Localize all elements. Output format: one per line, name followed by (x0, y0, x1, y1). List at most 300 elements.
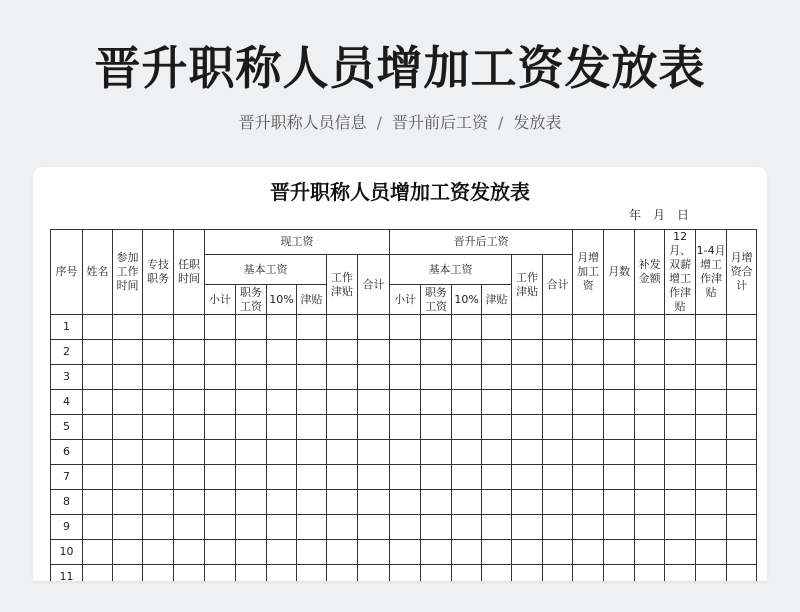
table-cell[interactable] (174, 440, 205, 465)
breadcrumb (0, 112, 800, 134)
row-number: 4 (51, 390, 83, 415)
breadcrumb-item-salary[interactable]: 晋升前后工资 (391, 113, 488, 132)
table-cell[interactable] (205, 340, 236, 365)
table-cell[interactable] (482, 390, 512, 415)
table-cell[interactable] (665, 365, 696, 390)
table-cell[interactable] (297, 540, 327, 565)
table-cell[interactable] (512, 315, 543, 340)
table-cell[interactable] (83, 465, 113, 490)
table-cell[interactable] (143, 490, 174, 515)
table-cell[interactable] (421, 390, 452, 415)
header-current-pay: 现工资 (205, 230, 390, 255)
table-cell[interactable] (327, 440, 358, 465)
date-year: 年 (629, 208, 642, 222)
table-cell[interactable] (573, 415, 604, 440)
table-cell[interactable] (174, 515, 205, 540)
table-row (51, 415, 757, 440)
table-cell[interactable] (327, 540, 358, 565)
table-cell[interactable] (727, 540, 757, 565)
table-cell[interactable] (543, 415, 573, 440)
table-cell[interactable] (482, 315, 512, 340)
table-cell[interactable] (83, 515, 113, 540)
table-cell[interactable] (604, 515, 635, 540)
table-cell[interactable] (543, 340, 573, 365)
header-pct10: 10% (267, 285, 297, 315)
table-cell[interactable] (113, 340, 143, 365)
table-cell[interactable] (727, 490, 757, 515)
table-cell[interactable] (83, 440, 113, 465)
table-cell[interactable] (696, 390, 727, 415)
table-cell[interactable] (390, 415, 421, 440)
table-cell[interactable] (421, 315, 452, 340)
table-cell[interactable] (635, 415, 665, 440)
header-basic-pay: 基本工资 (390, 255, 512, 285)
table-cell[interactable] (390, 340, 421, 365)
table-cell[interactable] (665, 440, 696, 465)
table-cell[interactable] (297, 390, 327, 415)
table-cell[interactable] (83, 490, 113, 515)
header-basic-pay: 基本工资 (205, 255, 327, 285)
table-cell[interactable] (421, 565, 452, 582)
header-subtotal: 小计 (390, 285, 421, 315)
table-cell[interactable] (390, 540, 421, 565)
table-cell[interactable] (113, 390, 143, 415)
table-cell[interactable] (83, 540, 113, 565)
table-cell[interactable] (143, 315, 174, 340)
table-cell[interactable] (390, 515, 421, 540)
breadcrumb-separator: / (498, 113, 504, 132)
table-cell[interactable] (635, 315, 665, 340)
table-cell[interactable] (236, 440, 267, 465)
table-cell[interactable] (512, 515, 543, 540)
table-cell[interactable] (113, 565, 143, 582)
table-cell[interactable] (665, 515, 696, 540)
table-cell[interactable] (236, 515, 267, 540)
table-cell[interactable] (635, 490, 665, 515)
table-cell[interactable] (83, 390, 113, 415)
table-cell[interactable] (452, 540, 482, 565)
table-cell[interactable] (635, 390, 665, 415)
table-cell[interactable] (421, 540, 452, 565)
table-cell[interactable] (205, 540, 236, 565)
table-cell[interactable] (512, 440, 543, 465)
table-cell[interactable] (512, 390, 543, 415)
table-cell[interactable] (421, 490, 452, 515)
table-cell[interactable] (390, 440, 421, 465)
table-cell[interactable] (358, 440, 390, 465)
table-cell[interactable] (573, 490, 604, 515)
header-allowance: 津贴 (297, 285, 327, 315)
table-cell[interactable] (696, 340, 727, 365)
table-cell[interactable] (452, 365, 482, 390)
table-cell[interactable] (236, 565, 267, 582)
table-cell[interactable] (297, 565, 327, 582)
table-cell[interactable] (236, 540, 267, 565)
table-cell[interactable] (390, 565, 421, 582)
table-cell[interactable] (143, 440, 174, 465)
row-number: 7 (51, 465, 83, 490)
table-cell[interactable] (205, 515, 236, 540)
table-cell[interactable] (358, 415, 390, 440)
table-cell[interactable] (297, 440, 327, 465)
table-cell[interactable] (267, 540, 297, 565)
header-work-allowance: 工作津贴 (327, 255, 358, 315)
table-cell[interactable] (327, 465, 358, 490)
table-cell[interactable] (421, 340, 452, 365)
salary-table (50, 229, 757, 581)
table-cell[interactable] (205, 415, 236, 440)
table-cell[interactable] (421, 515, 452, 540)
table-cell[interactable] (452, 565, 482, 582)
table-cell[interactable] (482, 515, 512, 540)
table-cell[interactable] (573, 540, 604, 565)
row-number: 2 (51, 340, 83, 365)
table-cell[interactable] (327, 365, 358, 390)
table-cell[interactable] (327, 315, 358, 340)
table-cell[interactable] (174, 390, 205, 415)
table-cell[interactable] (452, 390, 482, 415)
table-cell[interactable] (174, 365, 205, 390)
table-cell[interactable] (205, 565, 236, 582)
table-cell[interactable] (573, 465, 604, 490)
table-cell[interactable] (665, 340, 696, 365)
table-cell[interactable] (696, 490, 727, 515)
table-cell[interactable] (512, 465, 543, 490)
table-cell[interactable] (727, 315, 757, 340)
table-cell[interactable] (358, 515, 390, 540)
table-cell[interactable] (512, 540, 543, 565)
table-cell[interactable] (174, 540, 205, 565)
table-cell[interactable] (297, 365, 327, 390)
table-cell[interactable] (635, 540, 665, 565)
breadcrumb-separator: / (376, 113, 382, 132)
header-start-work: 参加工作时间 (113, 230, 143, 315)
table-cell[interactable] (83, 565, 113, 582)
table-cell[interactable] (604, 315, 635, 340)
table-cell[interactable] (143, 565, 174, 582)
table-cell[interactable] (236, 365, 267, 390)
table-cell[interactable] (452, 490, 482, 515)
table-cell[interactable] (236, 340, 267, 365)
table-cell[interactable] (665, 565, 696, 582)
table-cell[interactable] (604, 465, 635, 490)
table-cell[interactable] (665, 465, 696, 490)
table-cell[interactable] (113, 315, 143, 340)
table-cell[interactable] (543, 465, 573, 490)
table-cell[interactable] (113, 365, 143, 390)
table-cell[interactable] (236, 390, 267, 415)
table-cell[interactable] (696, 540, 727, 565)
table-cell[interactable] (83, 340, 113, 365)
table-cell[interactable] (573, 390, 604, 415)
table-cell[interactable] (358, 565, 390, 582)
table-cell[interactable] (390, 490, 421, 515)
table-cell[interactable] (635, 565, 665, 582)
table-cell[interactable] (358, 340, 390, 365)
table-cell[interactable] (452, 440, 482, 465)
table-cell[interactable] (327, 415, 358, 440)
table-cell[interactable] (635, 465, 665, 490)
table-cell[interactable] (205, 365, 236, 390)
table-cell[interactable] (543, 440, 573, 465)
table-cell[interactable] (174, 465, 205, 490)
header-duty-pay: 职务工资 (421, 285, 452, 315)
table-cell[interactable] (205, 315, 236, 340)
row-number: 9 (51, 515, 83, 540)
table-cell[interactable] (174, 340, 205, 365)
table-cell[interactable] (236, 490, 267, 515)
table-cell[interactable] (727, 390, 757, 415)
table-cell[interactable] (635, 365, 665, 390)
table-cell[interactable] (297, 315, 327, 340)
table-cell[interactable] (452, 315, 482, 340)
table-cell[interactable] (573, 340, 604, 365)
table-cell[interactable] (174, 490, 205, 515)
table-cell[interactable] (390, 390, 421, 415)
table-cell[interactable] (573, 515, 604, 540)
table-cell[interactable] (482, 490, 512, 515)
table-cell[interactable] (267, 415, 297, 440)
table-cell[interactable] (358, 465, 390, 490)
table-cell[interactable] (452, 415, 482, 440)
table-cell[interactable] (236, 315, 267, 340)
header-duty-pay: 职务工资 (236, 285, 267, 315)
table-row (51, 315, 757, 340)
table-cell[interactable] (205, 465, 236, 490)
table-cell[interactable] (543, 390, 573, 415)
row-number: 5 (51, 415, 83, 440)
table-cell[interactable] (267, 515, 297, 540)
header-seq: 序号 (51, 230, 83, 315)
breadcrumb-item-table[interactable]: 发放表 (513, 113, 562, 132)
table-cell[interactable] (358, 390, 390, 415)
table-cell[interactable] (83, 365, 113, 390)
table-cell[interactable] (604, 565, 635, 582)
table-cell[interactable] (143, 390, 174, 415)
table-cell[interactable] (573, 440, 604, 465)
table-cell[interactable] (696, 440, 727, 465)
table-cell[interactable] (482, 465, 512, 490)
header-months: 月数 (604, 230, 635, 315)
table-cell[interactable] (727, 440, 757, 465)
table-cell[interactable] (143, 540, 174, 565)
table-cell[interactable] (543, 315, 573, 340)
header-work-allowance: 工作津贴 (512, 255, 543, 315)
table-cell[interactable] (143, 515, 174, 540)
table-cell[interactable] (543, 515, 573, 540)
table-cell[interactable] (512, 365, 543, 390)
table-cell[interactable] (604, 390, 635, 415)
row-number: 8 (51, 490, 83, 515)
table-row (51, 565, 757, 582)
header-position: 专技职务 (143, 230, 174, 315)
table-cell[interactable] (452, 465, 482, 490)
table-cell[interactable] (696, 415, 727, 440)
row-number: 10 (51, 540, 83, 565)
header-total: 合计 (358, 255, 390, 315)
table-cell[interactable] (174, 315, 205, 340)
table-cell[interactable] (358, 540, 390, 565)
table-cell[interactable] (543, 540, 573, 565)
table-cell[interactable] (573, 365, 604, 390)
table-cell[interactable] (421, 365, 452, 390)
table-cell[interactable] (267, 340, 297, 365)
table-cell[interactable] (358, 365, 390, 390)
table-cell[interactable] (512, 415, 543, 440)
table-cell[interactable] (665, 390, 696, 415)
table-cell[interactable] (604, 365, 635, 390)
table-cell[interactable] (604, 415, 635, 440)
table-cell[interactable] (665, 540, 696, 565)
document-sheet (33, 167, 767, 581)
table-cell[interactable] (327, 390, 358, 415)
table-cell[interactable] (297, 465, 327, 490)
table-cell[interactable] (573, 315, 604, 340)
table-cell[interactable] (452, 515, 482, 540)
table-cell[interactable] (573, 565, 604, 582)
table-cell[interactable] (327, 565, 358, 582)
row-number: 11 (51, 565, 83, 582)
table-cell[interactable] (421, 415, 452, 440)
table-cell[interactable] (665, 315, 696, 340)
table-cell[interactable] (205, 390, 236, 415)
table-cell[interactable] (267, 465, 297, 490)
table-cell[interactable] (727, 515, 757, 540)
header-subtotal: 小计 (205, 285, 236, 315)
table-cell[interactable] (635, 515, 665, 540)
table-cell[interactable] (236, 415, 267, 440)
table-row (51, 440, 757, 465)
table-cell[interactable] (482, 565, 512, 582)
table-cell[interactable] (696, 515, 727, 540)
table-cell[interactable] (696, 465, 727, 490)
table-cell[interactable] (327, 340, 358, 365)
table-row (51, 365, 757, 390)
table-cell[interactable] (452, 340, 482, 365)
table-cell[interactable] (267, 565, 297, 582)
table-cell[interactable] (267, 315, 297, 340)
table-cell[interactable] (327, 490, 358, 515)
table-cell[interactable] (143, 365, 174, 390)
date-month: 月 (653, 208, 666, 222)
table-cell[interactable] (512, 565, 543, 582)
table-cell[interactable] (390, 465, 421, 490)
table-cell[interactable] (297, 415, 327, 440)
table-cell[interactable] (267, 390, 297, 415)
table-cell[interactable] (358, 490, 390, 515)
table-cell[interactable] (543, 565, 573, 582)
table-cell[interactable] (113, 490, 143, 515)
table-cell[interactable] (83, 415, 113, 440)
date-day: 日 (677, 208, 690, 222)
table-row (51, 340, 757, 365)
table-cell[interactable] (696, 565, 727, 582)
table-cell[interactable] (421, 440, 452, 465)
table-cell[interactable] (390, 315, 421, 340)
table-cell[interactable] (543, 490, 573, 515)
row-number: 6 (51, 440, 83, 465)
table-cell[interactable] (604, 440, 635, 465)
table-cell[interactable] (174, 415, 205, 440)
table-cell[interactable] (297, 340, 327, 365)
table-cell[interactable] (604, 540, 635, 565)
header-name: 姓名 (83, 230, 113, 315)
table-cell[interactable] (143, 340, 174, 365)
header-monthly-total: 月增资合计 (727, 230, 757, 315)
table-cell[interactable] (113, 540, 143, 565)
table-row (51, 515, 757, 540)
table-cell[interactable] (665, 415, 696, 440)
table-cell[interactable] (205, 440, 236, 465)
table-cell[interactable] (174, 565, 205, 582)
table-cell[interactable] (482, 340, 512, 365)
table-cell[interactable] (727, 415, 757, 440)
table-cell[interactable] (83, 315, 113, 340)
table-cell[interactable] (327, 515, 358, 540)
table-cell[interactable] (143, 465, 174, 490)
table-cell[interactable] (727, 565, 757, 582)
header-appoint-time: 任职时间 (174, 230, 205, 315)
table-cell[interactable] (604, 490, 635, 515)
header-back-pay: 补发金额 (635, 230, 665, 315)
table-cell[interactable] (297, 490, 327, 515)
table-cell[interactable] (113, 415, 143, 440)
table-cell[interactable] (604, 340, 635, 365)
date-line (629, 207, 701, 223)
table-cell[interactable] (205, 490, 236, 515)
table-cell[interactable] (665, 490, 696, 515)
header-after-pay: 晋升后工资 (390, 230, 573, 255)
table-cell[interactable] (267, 490, 297, 515)
table-cell[interactable] (236, 465, 267, 490)
table-cell[interactable] (727, 365, 757, 390)
sheet-title: 晋升职称人员增加工资发放表 (270, 180, 530, 204)
table-cell[interactable] (635, 440, 665, 465)
table-cell[interactable] (482, 415, 512, 440)
breadcrumb-item-info[interactable]: 晋升职称人员信息 (238, 113, 367, 132)
table-cell[interactable] (267, 365, 297, 390)
table-cell[interactable] (113, 440, 143, 465)
header-total: 合计 (543, 255, 573, 315)
row-number: 1 (51, 315, 83, 340)
table-cell[interactable] (482, 540, 512, 565)
table-cell[interactable] (390, 365, 421, 390)
table-cell[interactable] (727, 340, 757, 365)
table-cell[interactable] (696, 315, 727, 340)
table-body (51, 315, 757, 582)
table-cell[interactable] (543, 365, 573, 390)
table-cell[interactable] (297, 515, 327, 540)
table-cell[interactable] (635, 340, 665, 365)
table-cell[interactable] (482, 440, 512, 465)
table-row (51, 390, 757, 415)
header-allowance: 津贴 (482, 285, 512, 315)
table-cell[interactable] (421, 465, 452, 490)
table-cell[interactable] (113, 465, 143, 490)
table-cell[interactable] (512, 340, 543, 365)
table-cell[interactable] (143, 415, 174, 440)
table-cell[interactable] (727, 465, 757, 490)
header-monthly-increase: 月增加工资 (573, 230, 604, 315)
table-cell[interactable] (358, 315, 390, 340)
header-dec-double: 12月、双薪增工作津贴 (665, 230, 696, 315)
table-cell[interactable] (696, 365, 727, 390)
header-jan-apr: 1-4月增工作津贴 (696, 230, 727, 315)
table-cell[interactable] (267, 440, 297, 465)
table-cell[interactable] (512, 490, 543, 515)
table-cell[interactable] (482, 365, 512, 390)
table-cell[interactable] (113, 515, 143, 540)
